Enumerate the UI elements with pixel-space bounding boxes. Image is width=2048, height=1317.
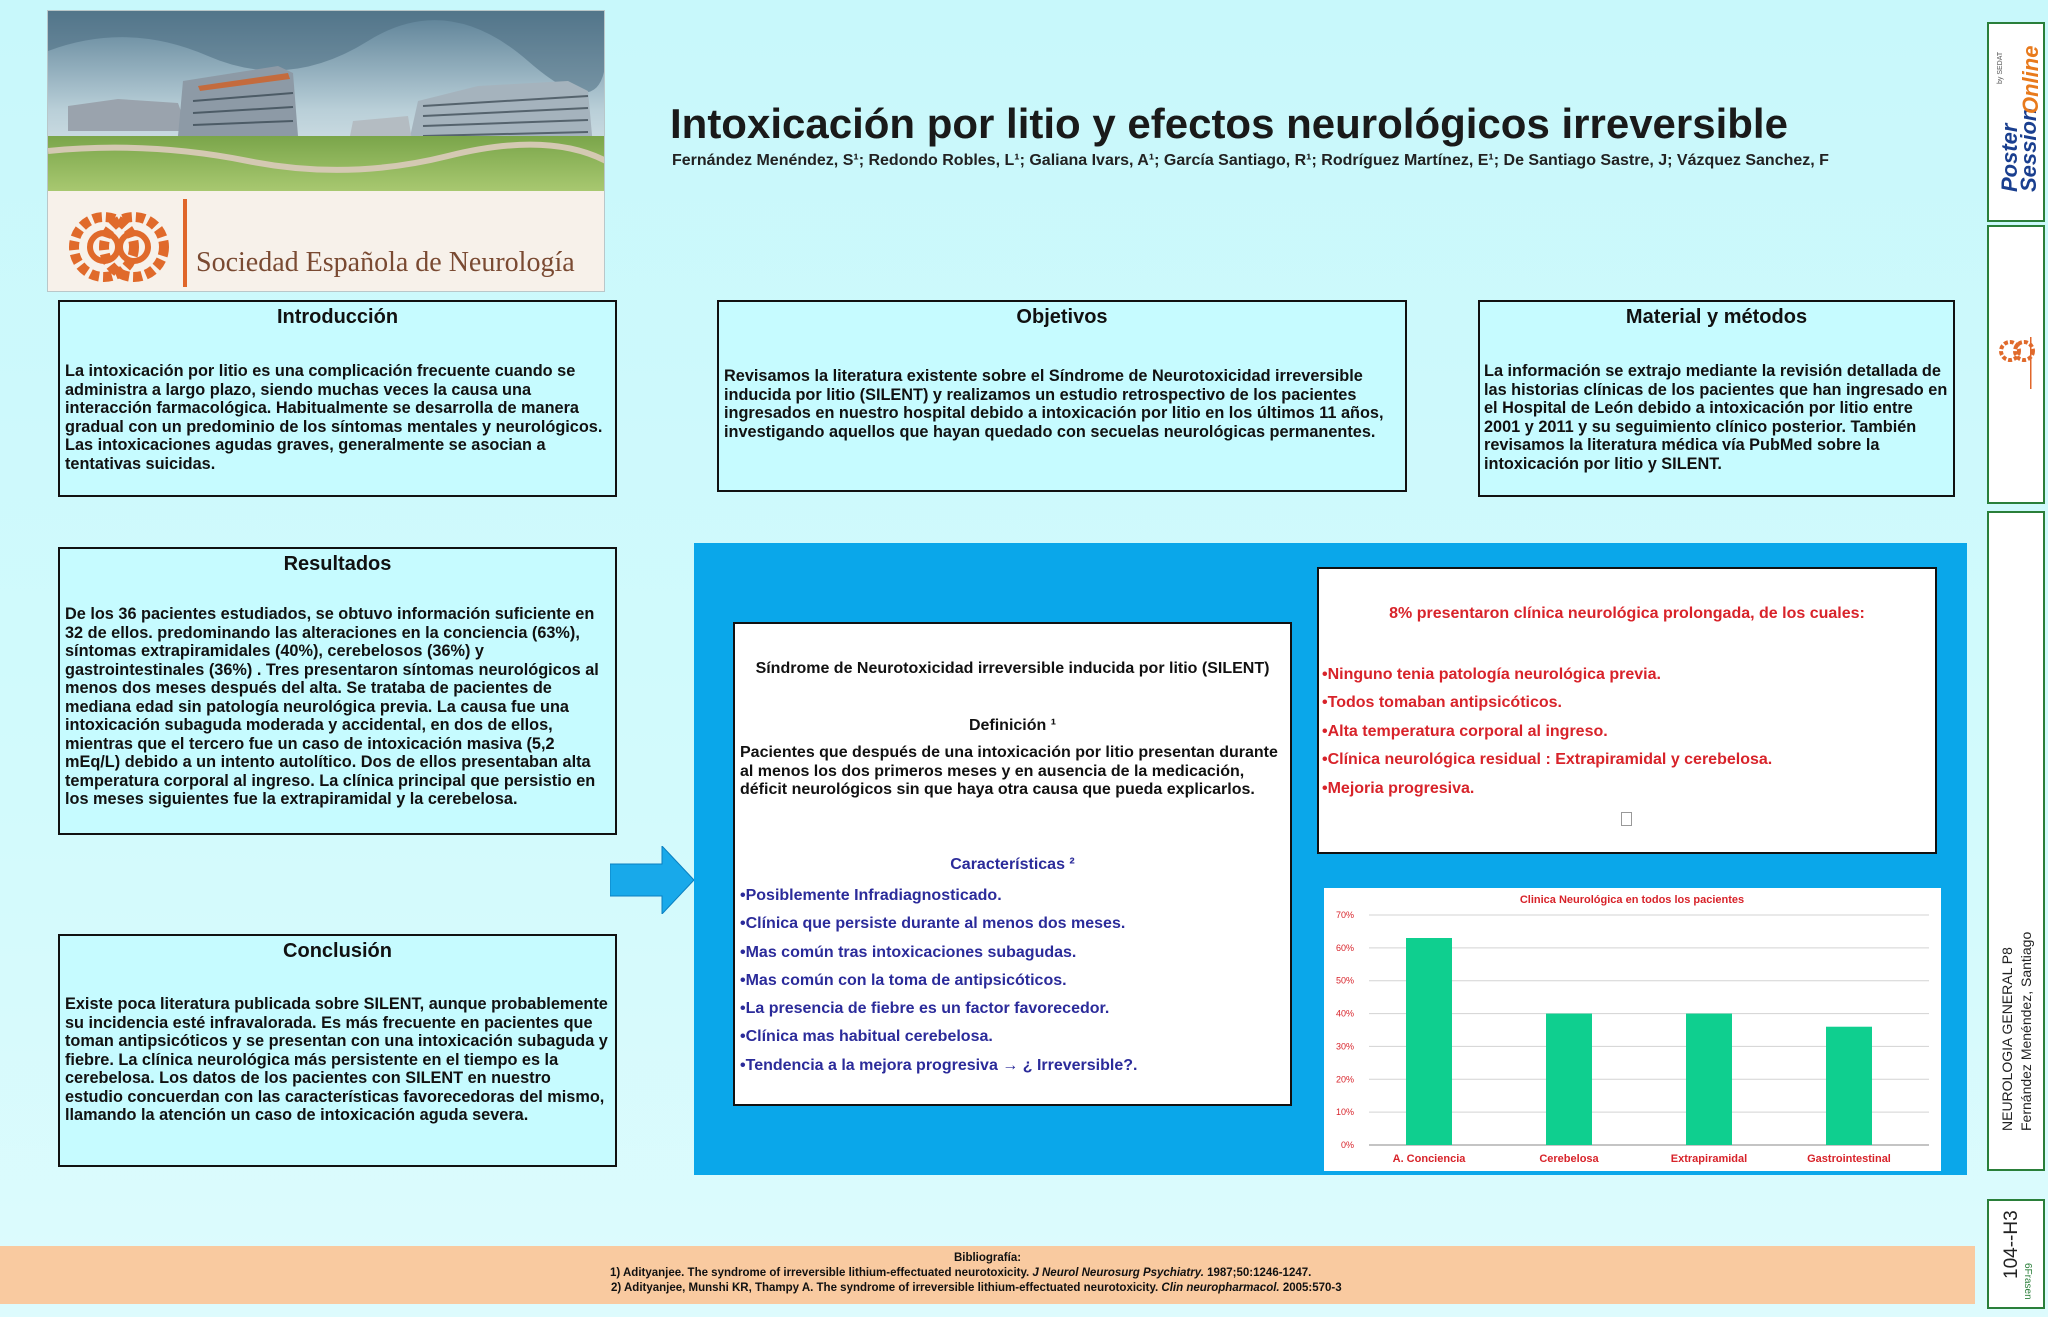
brand-session: Session — [2016, 107, 2041, 192]
characteristics-list — [740, 882, 1137, 1080]
bar — [1686, 1014, 1732, 1145]
objetivos-heading: Objetivos — [1016, 306, 1108, 328]
introduccion-text: La intoxicación por litio es una complicación frecuente cuando se administra a largo plazo, siendo muchas veces la causa una interacción farmacológica. Habitualmente se desarrolla de manera gradual con un predominio de los síntomas mentales y neurológicos. Las intoxicaciones agudas graves, generalmente se asocian a tentativas suicidas. — [65, 362, 603, 473]
brand-poster: Poster — [1997, 123, 2022, 192]
bibliography — [0, 1246, 1975, 1304]
resultados-text: De los 36 pacientes estudiados, se obtuvo información suficiente en 32 de ellos. predominando las alteraciones en la conciencia (63%), síntomas extrapiramidales (40%), cerebelosos (36%) y gastrointestinales (36%) . Tres presentaron síntomas neurológicos al menos dos meses después del alta. Se trataba de pacientes de mediana edad sin patología neurológica previa. La causa fue una intoxicación subaguda moderada y accidental, en dos de ellos, mientras que el tercero fue un caso de intoxicación masiva (5,2 mEq/L) debido a un intento autolítico. Dos de ellos presentaban alta temperatura corporal al ingreso. La clínica principal que persistio en los meses siguientes fue la extrapiramidal y la cerebelosa. — [65, 605, 599, 808]
list-item: •Tendencia a la mejora progresiva → ¿ Irreversible?. — [740, 1056, 1138, 1074]
clinica-heading: 8% presentaron clínica neurológica prolongada, de los cuales: — [1389, 605, 1865, 622]
brand-online: Online — [2018, 45, 2043, 114]
y-tick-label: 10% — [1335, 1107, 1354, 1118]
reference-2: 2) Adityanjee, Munshi KR, Thampy A. The syndrome of irreversible lithium-effectuated neurotoxicity. Clin neuropharmacol. 2005:570-3 — [611, 1282, 1342, 1294]
definition-text: Pacientes que después de una intoxicación por litio presentan durante al menos los dos primeros meses y en ausencia de la medicación, déficit neurológicos sin que haya otra causa que pueda explicarlos. — [740, 744, 1278, 798]
list-item: •Alta temperatura corporal al ingreso. — [1322, 722, 1608, 740]
poster-code-box — [1987, 1199, 2045, 1309]
characteristics-heading: Características ² — [950, 856, 1075, 873]
conclusion-text: Existe poca literatura publicada sobre SILENT, aunque probablemente su incidencia esté infravalorada. Es más frecuente en pacientes que toman antipsicóticos y se presentan con una intoxicación subaguda y fiebre. La clínica neurológica más persistente en el tiempo es la cerebelosa. Los datos de los pacientes con SILENT en nuestro estudio concuerdan con las características favorecedoras del mismo, llamando la atención un caso de intoxicación aguda severa. — [65, 995, 608, 1124]
silent-panel — [733, 622, 1292, 1106]
header-image — [47, 10, 605, 292]
y-tick-label: 40% — [1335, 1008, 1354, 1019]
introduccion-panel — [58, 300, 617, 497]
list-item: •Posiblemente Infradiagnosticado. — [740, 887, 1002, 904]
poster-session-brand — [1987, 22, 2045, 222]
reference-1: 1) Adityanjee. The syndrome of irreversible lithium-effectuated neurotoxicity. J Neurol Neurosurg Psychiatry. 1987;50:1246-1247. — [610, 1267, 1312, 1279]
list-item: •Ninguno tenia patología neurológica previa. — [1322, 666, 1661, 683]
list-item: •Clínica neurológica residual : Extrapiramidal y cerebelosa. — [1322, 751, 1773, 769]
list-item: •Clínica mas habitual cerebelosa. — [740, 1028, 993, 1046]
bar-chart-container — [1324, 888, 1941, 1171]
x-tick-label: A. Conciencia — [1392, 1153, 1466, 1165]
y-tick-label: 60% — [1335, 942, 1354, 953]
bar — [1406, 938, 1452, 1145]
side-logo-box — [1987, 225, 2045, 504]
footer-mark: 6Frasen — [2022, 1263, 2033, 1300]
clinica-list — [1322, 661, 1772, 803]
right-arrow-icon — [610, 846, 694, 914]
poster-title: Intoxicación por litio y efectos neurológicos irreversible — [670, 100, 1788, 147]
society-name: Sociedad Española de Neurología — [196, 247, 575, 278]
list-item: •La presencia de fiebre es un factor favorecedor. — [740, 1000, 1110, 1018]
material-heading: Material y métodos — [1625, 306, 1808, 328]
conclusion-heading: Conclusión — [283, 940, 392, 962]
list-item: •Mas común con la toma de antipsicóticos. — [740, 971, 1067, 989]
brand-small: by SEDAT — [1997, 51, 2004, 84]
clinica-panel — [1317, 567, 1937, 854]
x-tick-label: Gastrointestinal — [1807, 1153, 1891, 1165]
x-tick-label: Extrapiramidal — [1670, 1153, 1748, 1165]
conclusion-panel — [58, 934, 617, 1167]
x-tick-label: Cerebelosa — [1539, 1153, 1599, 1165]
resultados-heading: Resultados — [283, 553, 392, 575]
bibliography-heading: Bibliografía: — [953, 1252, 1022, 1264]
material-text: La información se extrajo mediante la revisión detallada de las historias clínicas de los pacientes que han ingresado en el Hospital de León debido a intoxicación por litio entre 2001 y 2011 y su seguimiento clínico posterior. También revisamos la literatura médica vía PubMed sobre la intoxicación por litio y SILENT. — [1484, 362, 1948, 473]
list-item: •Todos tomaban antipsicóticos. — [1322, 694, 1562, 712]
y-tick-label: 50% — [1335, 975, 1354, 986]
list-item: •Mas común tras intoxicaciones subagudas. — [740, 943, 1077, 961]
session-name: NEUROLOGIA GENERAL P8 — [1999, 947, 2015, 1131]
material-panel — [1478, 300, 1955, 497]
resultados-panel — [58, 547, 617, 835]
bar — [1826, 1027, 1872, 1145]
chart-title: Clinica Neurológica en todos los pacientes — [1519, 894, 1745, 906]
bar-chart — [1324, 888, 1941, 1171]
y-tick-label: 20% — [1335, 1074, 1354, 1085]
poster-code: 104--H3 — [2001, 1210, 2022, 1279]
objetivos-text: Revisamos la literatura existente sobre el Síndrome de Neurotoxicidad irreversible inducida por litio (SILENT) y realizamos un estudio retrospectivo de los pacientes ingresados en nuestro hospital debido a intoxicación por litio en los últimos 11 años, investigando aquellos que hayan quedado con secuelas neurológicas permanentes. — [724, 367, 1384, 441]
placeholder-glyph-icon — [1621, 812, 1632, 826]
list-item: •Clínica que persiste durante al menos dos meses. — [740, 915, 1126, 933]
bar — [1546, 1014, 1592, 1145]
authors-line: Fernández Menéndez, S¹; Redondo Robles, L¹; Galiana Ivars, A¹; García Santiago, R¹; Rodríguez Martínez, E¹; De Santiago Sastre, J; Vázquez Sanchez, F — [672, 152, 1829, 169]
y-tick-label: 30% — [1335, 1041, 1354, 1052]
brain-logo-icon — [1997, 335, 2037, 391]
definition-heading: Definición ¹ — [968, 717, 1057, 734]
silent-title: Síndrome de Neurotoxicidad irreversible inducida por litio (SILENT) — [755, 660, 1270, 677]
session-author: Fernández Menéndez, Santiago — [2018, 931, 2034, 1131]
y-tick-label: 0% — [1340, 1140, 1354, 1150]
session-info — [1987, 511, 2045, 1171]
brain-logo-icon — [74, 217, 164, 277]
objetivos-panel — [717, 300, 1407, 492]
list-item: •Mejoria progresiva. — [1322, 779, 1475, 797]
introduccion-heading: Introducción — [276, 306, 399, 328]
y-tick-label: 70% — [1335, 910, 1354, 920]
